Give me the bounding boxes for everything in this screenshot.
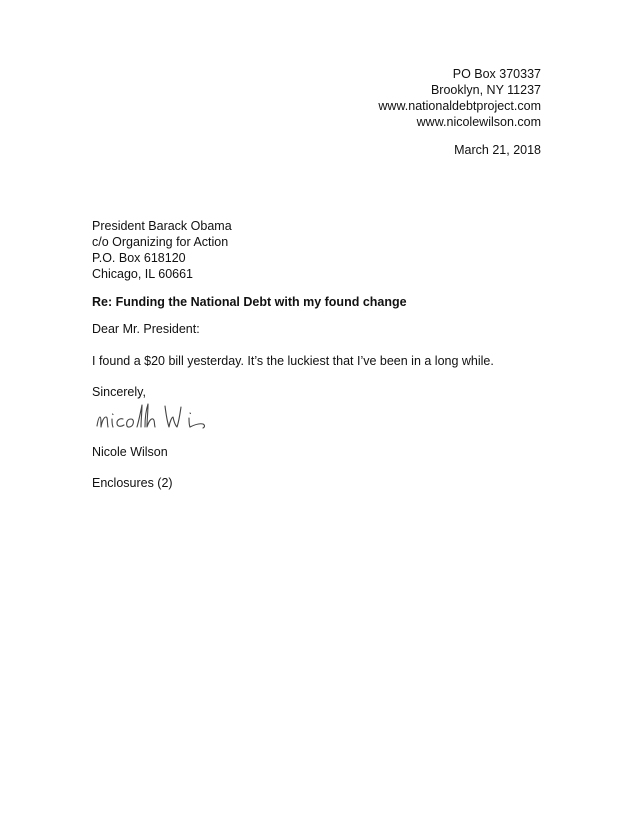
subject-line: Re: Funding the National Debt with my found change: [92, 295, 407, 309]
sender-website-personal: www.nicolewilson.com: [416, 115, 541, 129]
signer-name: Nicole Wilson: [92, 445, 168, 459]
sender-address-block: [378, 66, 541, 130]
sender-po-box: PO Box 370337: [452, 67, 541, 81]
letter-body: I found a $20 bill yesterday. It’s the luckiest that I’ve been in a long while.: [92, 354, 494, 368]
salutation: Dear Mr. President:: [92, 322, 200, 336]
recipient-name: President Barack Obama: [92, 219, 232, 233]
recipient-city-state-zip: Chicago, IL 60661: [92, 267, 194, 281]
sender-city-state-zip: Brooklyn, NY 11237: [430, 83, 541, 97]
closing: Sincerely,: [92, 385, 146, 399]
sender-website-national-debt: www.nationaldebtproject.com: [378, 99, 541, 113]
recipient-po-box: P.O. Box 618120: [92, 251, 186, 265]
recipient-address-block: [92, 218, 232, 282]
handwritten-signature: [93, 400, 243, 436]
enclosures-note: Enclosures (2): [92, 476, 173, 490]
letter-date: March 21, 2018: [454, 143, 541, 157]
recipient-organization: c/o Organizing for Action: [92, 235, 229, 249]
